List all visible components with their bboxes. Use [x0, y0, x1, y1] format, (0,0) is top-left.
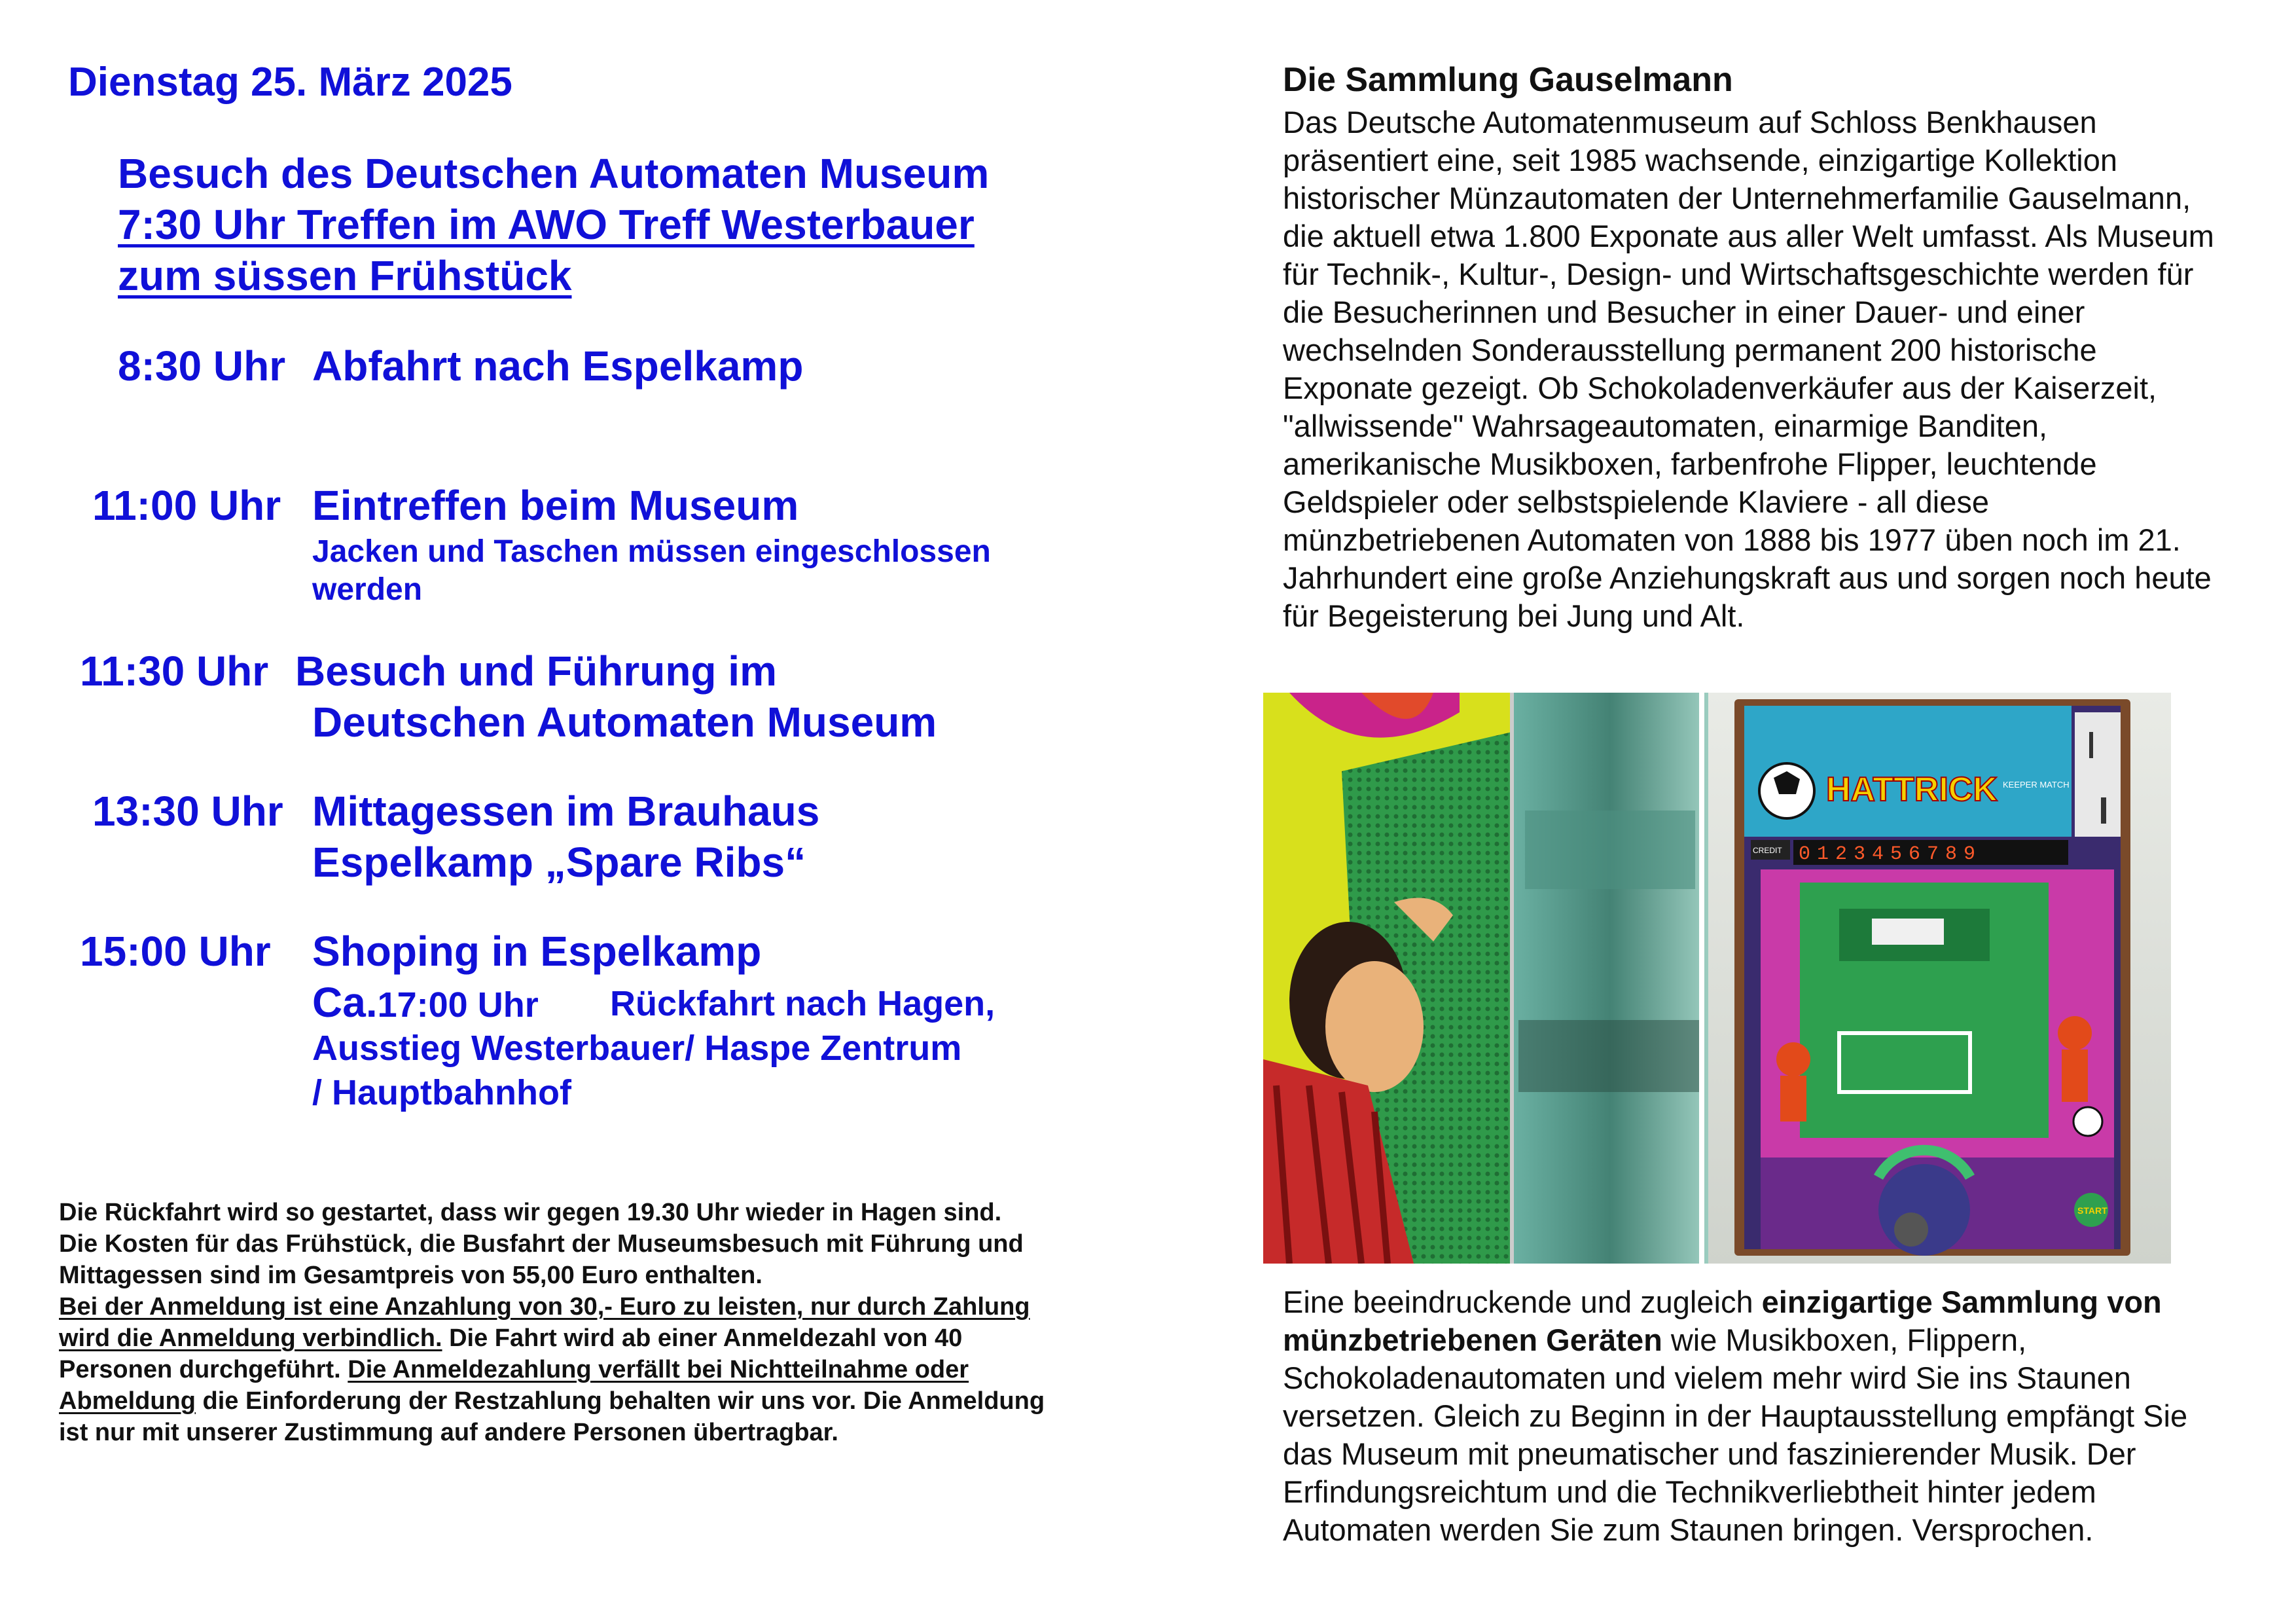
schedule-text-1500: Shoping in Espelkamp [312, 928, 762, 975]
notes-remainder: die Einforderung der Restzahlung behalten wir uns vor. Die Anmeldung ist nur mit unserer Zustimmung auf andere Personen übertragbar. [59, 1387, 1045, 1446]
schedule-sub-1100-a: Jacken und Taschen müssen eingeschlossen [312, 534, 991, 569]
photo-credit: CREDIT [1753, 846, 1782, 855]
schedule-sub-1100-b: werden [312, 572, 423, 607]
schedule-text-1330-line2: Espelkamp „Spare Ribs“ [312, 839, 806, 886]
intro-line-2: 7:30 Uhr Treffen im AWO Treff Westerbauer [118, 201, 975, 248]
notes-costs: Die Kosten für das Frühstück, die Busfahrt der Museumsbesuch mit Führung und Mittagessen sind im Gesamtpreis von 55,00 Euro enthalten. [59, 1230, 1024, 1289]
schedule-time-1500: 15:00 Uhr [80, 928, 271, 975]
photo-digits: 0123456789 [1799, 843, 1982, 866]
intro-line-1: Besuch des Deutschen Automaten Museum [118, 150, 990, 197]
schedule-ca-prefix: Ca. [312, 979, 378, 1026]
collection-paragraph-2 [1283, 1283, 2225, 1549]
schedule-ca-text: Rückfahrt nach Hagen, [610, 984, 996, 1023]
schedule-1500-line3: Ausstieg Westerbauer/ Haspe Zentrum [312, 1029, 962, 1068]
schedule-1500-line4: / Hauptbahnhof [312, 1073, 571, 1112]
date-heading: Dienstag 25. März 2025 [68, 60, 512, 105]
photo-start: START [2077, 1205, 2108, 1216]
schedule-text-0830: Abfahrt nach Espelkamp [312, 342, 804, 390]
museum-photo-graphic [1263, 693, 2171, 1264]
schedule-time-1100: 11:00 Uhr [92, 482, 281, 529]
schedule-time-1330: 13:30 Uhr [92, 788, 283, 835]
schedule-ca [312, 978, 539, 1027]
photo-brand-sub: KEEPER MATCH [2003, 780, 2070, 790]
schedule-text-1130-line2: Deutschen Automaten Museum [312, 699, 937, 746]
notes-registration [59, 1291, 1054, 1448]
collection-paragraph: Das Deutsche Automatenmuseum auf Schloss Benkhausen präsentiert eine, seit 1985 wachsende, einzigartige Kollektion historischer Münzautomaten der Unternehmerfamilie Gauselmann, die aktuell etwa 1.800 Exponate aus aller Welt umfasst. Als Museum für Technik-, Kultur-, Design- und Wirtschaftsgeschichte werden für die Besucherinnen und Besucher in einer Dauer- und einer wechselnden Sonderausstellung permanent 200 historische Exponate gezeigt. Ob Schokoladenverkäufer aus der Kaiserzeit, "allwissende" Wahrsageautomaten, einarmige Banditen, amerikanische Musikboxen, farbenfrohe Flipper, leuchtende Geldspieler oder selbstspielende Klaviere - all diese münzbetriebenen Automaten von 1888 bis 1977 üben noch im 21. Jahrhundert eine große Anziehungskraft aus und sorgen noch heute für Begeisterung bei Jung und Alt. [1283, 105, 2214, 633]
schedule-text-1100: Eintreffen beim Museum [312, 482, 799, 529]
intro-line-3: zum süssen Frühstück [118, 252, 572, 299]
schedule-time-1130: 11:30 Uhr [80, 647, 269, 695]
notes-deposit: Bei der Anmeldung ist eine Anzahlung von 30,- Euro zu leisten, nur durch Zahlung wird die Anmeldung verbindlich. [59, 1293, 1030, 1352]
schedule-ca-time: 17:00 Uhr [377, 985, 539, 1025]
museum-photo [1263, 693, 2171, 1264]
notes-return: Die Rückfahrt wird so gestartet, dass wir gegen 19.30 Uhr wieder in Hagen sind. [59, 1199, 1002, 1226]
p2-rest: wie Musikboxen, Flippern, Schokoladenautomaten und vielem mehr wird Sie ins Staunen versetzen. Gleich zu Beginn in der Hauptausstellung empfängt Sie das Museum mit pneumatischer und faszinierender Musik. Der Erfindungsreichtum und die Technikverliebtheit hinter jedem Automaten werden Sie zum Staunen bringen. Versprochen. [1283, 1322, 2188, 1547]
schedule-text-1130: Besuch und Führung im [295, 647, 777, 695]
schedule-time-0830: 8:30 Uhr [118, 342, 286, 390]
notes-block [59, 1197, 1054, 1448]
notes-forfeit: Die Anmeldezahlung verfällt bei Nichtteilnahme oder Abmeldung [59, 1356, 969, 1415]
collection-title: Die Sammlung Gauselmann [1283, 61, 1733, 99]
notes-min-participants: Die Fahrt wird ab einer Anmeldezahl von 40 Personen durchgeführt. [59, 1324, 963, 1383]
photo-brand: HATTRICK [1826, 771, 1998, 809]
schedule-text-1330: Mittagessen im Brauhaus [312, 788, 820, 835]
p2-intro: Eine beeindruckende und zugleich [1283, 1285, 1762, 1319]
p2-bold: einzigartige Sammlung von münzbetriebenen Geräten [1283, 1285, 2162, 1357]
